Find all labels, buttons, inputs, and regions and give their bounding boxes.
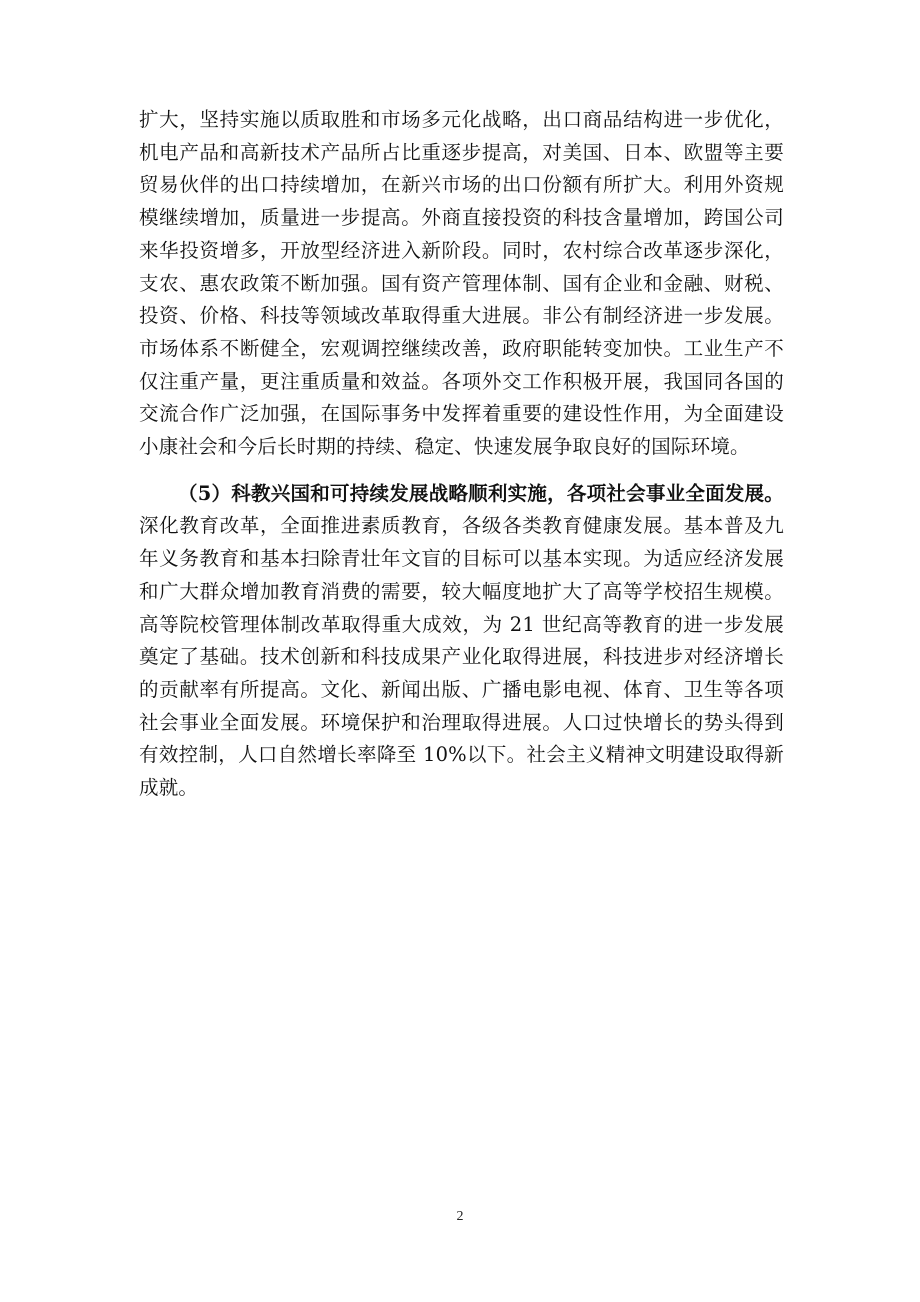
paragraph-1-text: 扩大，坚持实施以质取胜和市场多元化战略，出口商品结构进一步优化，机电产品和高新技术产品所占比重逐步提高，对美国、日本、欧盟等主要贸易伙伴的出口持续增加，在新兴市场的出口份额有所扩大。利用外资规模继续增加，质量进一步提高。外商直接投资的科技含量增加，跨国公司来华投资增多，开放型经济进入新阶段。同时，农村综合改革逐步深化，支农、惠农政策不断加强。国有资产管理体制、国有企业和金融、财税、投资、价格、科技等领域改革取得重大进展。非公有制经济进一步发展。市场体系不断健全，宏观调控继续改善，政府职能转变加快。工业生产不仅注重产量，更注重质量和效益。各项外交工作积极开展，我国同各国的交流合作广泛加强，在国际事务中发挥着重要的建设性作用，为全面建设小康社会和今后长时期的持续、稳定、快速发展争取良好的国际环境。 [139,108,784,459]
document-body [139,104,784,805]
paragraph-2-text: 深化教育改革，全面推进素质教育，各级各类教育健康发展。基本普及九年义务教育和基本扫除青壮年文盲的目标可以基本实现。为适应经济发展和广大群众增加教育消费的需要，较大幅度地扩大了高等学校招生规模。高等院校管理体制改革取得重大成效，为 21 世纪高等教育的进一步发展奠定了基础。技术创新和科技成果产业化取得进展，科技进步对经济增长的贡献率有所提高。文化、新闻出版、广播电影电视、体育、卫生等各项社会事业全面发展。环境保护和治理取得进展。人口过快增长的势头得到有效控制，人口自然增长率降至 10%以下。社会主义精神文明建设取得新成就。 [139,514,784,800]
paragraph-2 [139,478,784,805]
section-5-heading: （5）科教兴国和可持续发展战略顺利实施，各项社会事业全面发展。 [178,481,784,505]
page-number: 2 [456,1209,464,1224]
paragraph-1 [139,104,784,464]
